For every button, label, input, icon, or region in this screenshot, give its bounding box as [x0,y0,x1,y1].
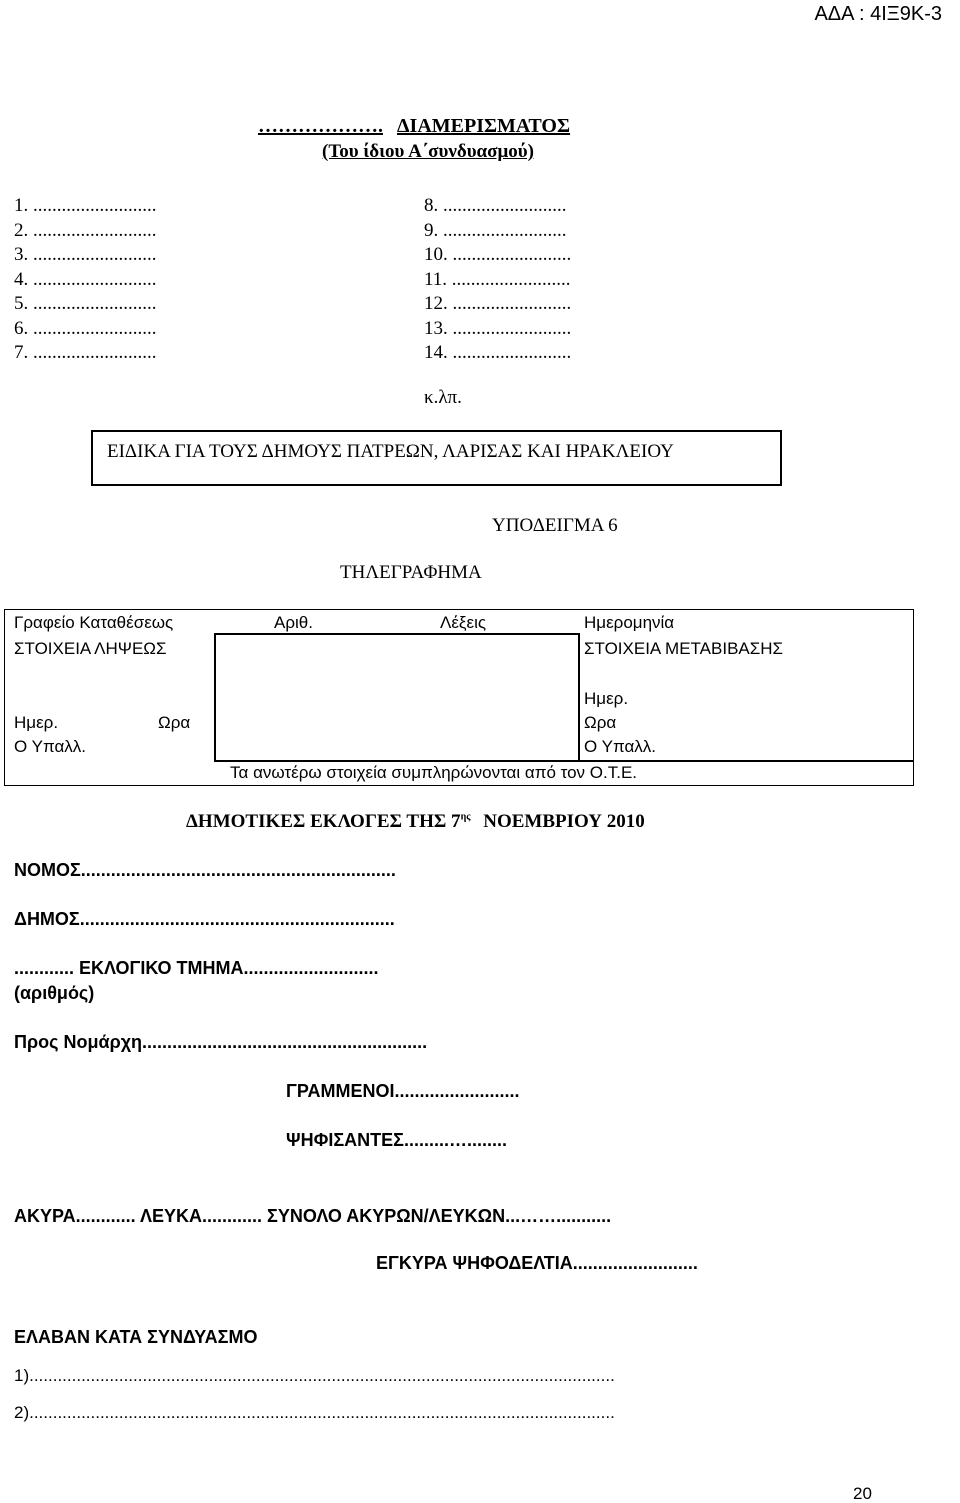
recipient-field: Προς Νομάρχη......................................................... [14,1032,428,1052]
number-hint: (αριθμός) [14,983,95,1003]
notice-text: ΕΙΔΙΚΑ ΓΙΑ ΤΟΥΣ ΔΗΜΟΥΣ ΠΑΤΡΕΩΝ, ΛΑΡΙΣΑΣ ΚΑΙ ΗΡΑΚΛΕΙΟΥ [107,441,674,462]
telegram-title: ΤΗΛΕΓΡΑΦΗΜΑ [340,562,482,583]
list-item: 5. .......................... [14,293,157,314]
numbered-list-left [14,194,157,366]
ada-code: ΑΔΑ : 4ΙΞ9Κ-3 [814,3,942,25]
list-item: 13. ......................... [424,317,572,339]
receive-clerk-label: Ο Υπαλλ. [14,737,87,756]
list-item: 3. .......................... [14,244,157,265]
list-item: 12. ......................... [424,293,572,314]
list-item: 2. .......................... [14,219,157,241]
list-item: 14. ......................... [424,342,572,363]
party-item-2: 2)............................................................................................................................ [14,1403,615,1422]
document-title [258,116,570,136]
numbered-list-right [424,194,571,366]
list-item: 9. .......................... [424,219,567,241]
transmit-time-label: Ωρα [584,713,617,732]
etc-text: κ.λπ. [424,387,462,408]
receive-date-label: Ημερ. [14,713,59,732]
election-heading-pre: ΔΗΜΟΤΙΚΕΣ ΕΚΛΟΓΕΣ ΤΗΣ 7 [186,811,461,832]
registered-field: ΓΡΑΜΜΕΝΟΙ......................... [286,1081,520,1101]
date-label: Ημερομηνία [584,613,675,632]
list-item: 1. .......................... [14,195,157,216]
table-divider [214,633,216,761]
table-footer-note: Τα ανωτέρω στοιχεία συμπληρώνονται από τον Ο.Τ.Ε. [230,763,638,782]
title-dots: ………………. [258,115,383,137]
words-label: Λέξεις [440,613,487,632]
table-divider [214,633,579,635]
number-label: Αριθ. [274,613,313,632]
invalid-blank-line: ΑΚΥΡΑ............ ΛΕΥΚΑ............ ΣΥΝΟΛΟ ΑΚΥΡΩΝ/ΛΕΥΚΩΝ...……........... [14,1206,612,1226]
list-item: 8. .......................... [424,195,567,216]
table-divider [214,760,914,762]
receive-time-label: Ωρα [158,713,191,732]
party-item-1: 1)............................................................................................................................ [14,1366,615,1385]
election-heading-post: ΝΟΕΜΒΡΙΟΥ 2010 [483,811,645,832]
list-item: 11. ......................... [424,268,571,290]
valid-ballots-field: ΕΓΚΥΡΑ ΨΗΦΟΔΕΛΤΙΑ......................... [376,1253,698,1273]
document-subtitle: (Του ίδιου Α΄συνδυασμού) [322,141,534,162]
list-item: 10. ......................... [424,244,572,265]
receive-info-label: ΣΤΟΙΧΕΙΑ ΛΗΨΕΩΣ [14,639,167,658]
election-heading [186,812,645,831]
transmit-info-label: ΣΤΟΙΧΕΙΑ ΜΕΤΑΒΙΒΑΣΗΣ [584,639,784,658]
voters-field: ΨΗΦΙΣΑΝΤΕΣ.........…........ [286,1130,507,1150]
election-heading-sup: ης [460,811,471,823]
list-item: 4. .......................... [14,268,157,290]
nomos-field: ΝΟΜΟΣ............................................................... [14,860,396,880]
notice-box [91,430,782,486]
list-item: 6. .......................... [14,317,157,339]
list-item: 7. .......................... [14,342,157,363]
received-by-party-heading: ΕΛΑΒΑΝ ΚΑΤΑ ΣΥΝΔΥΑΣΜΟ [14,1327,258,1347]
title-main: ΔΙΑΜΕΡΙΣΜΑΤΟΣ [397,115,571,137]
transmit-date-label: Ημερ. [584,689,629,708]
dimos-field: ΔΗΜΟΣ............................................................... [14,909,395,929]
page-number: 20 [853,1484,872,1503]
sample-label: ΥΠΟΔΕΙΓΜΑ 6 [492,515,618,536]
table-divider [578,633,580,761]
transmit-clerk-label: Ο Υπαλλ. [584,737,657,756]
office-label: Γραφείο Καταθέσεως [14,613,174,632]
electoral-section-field: ............ ΕΚΛΟΓΙΚΟ ΤΜΗΜΑ........................... [14,958,379,978]
